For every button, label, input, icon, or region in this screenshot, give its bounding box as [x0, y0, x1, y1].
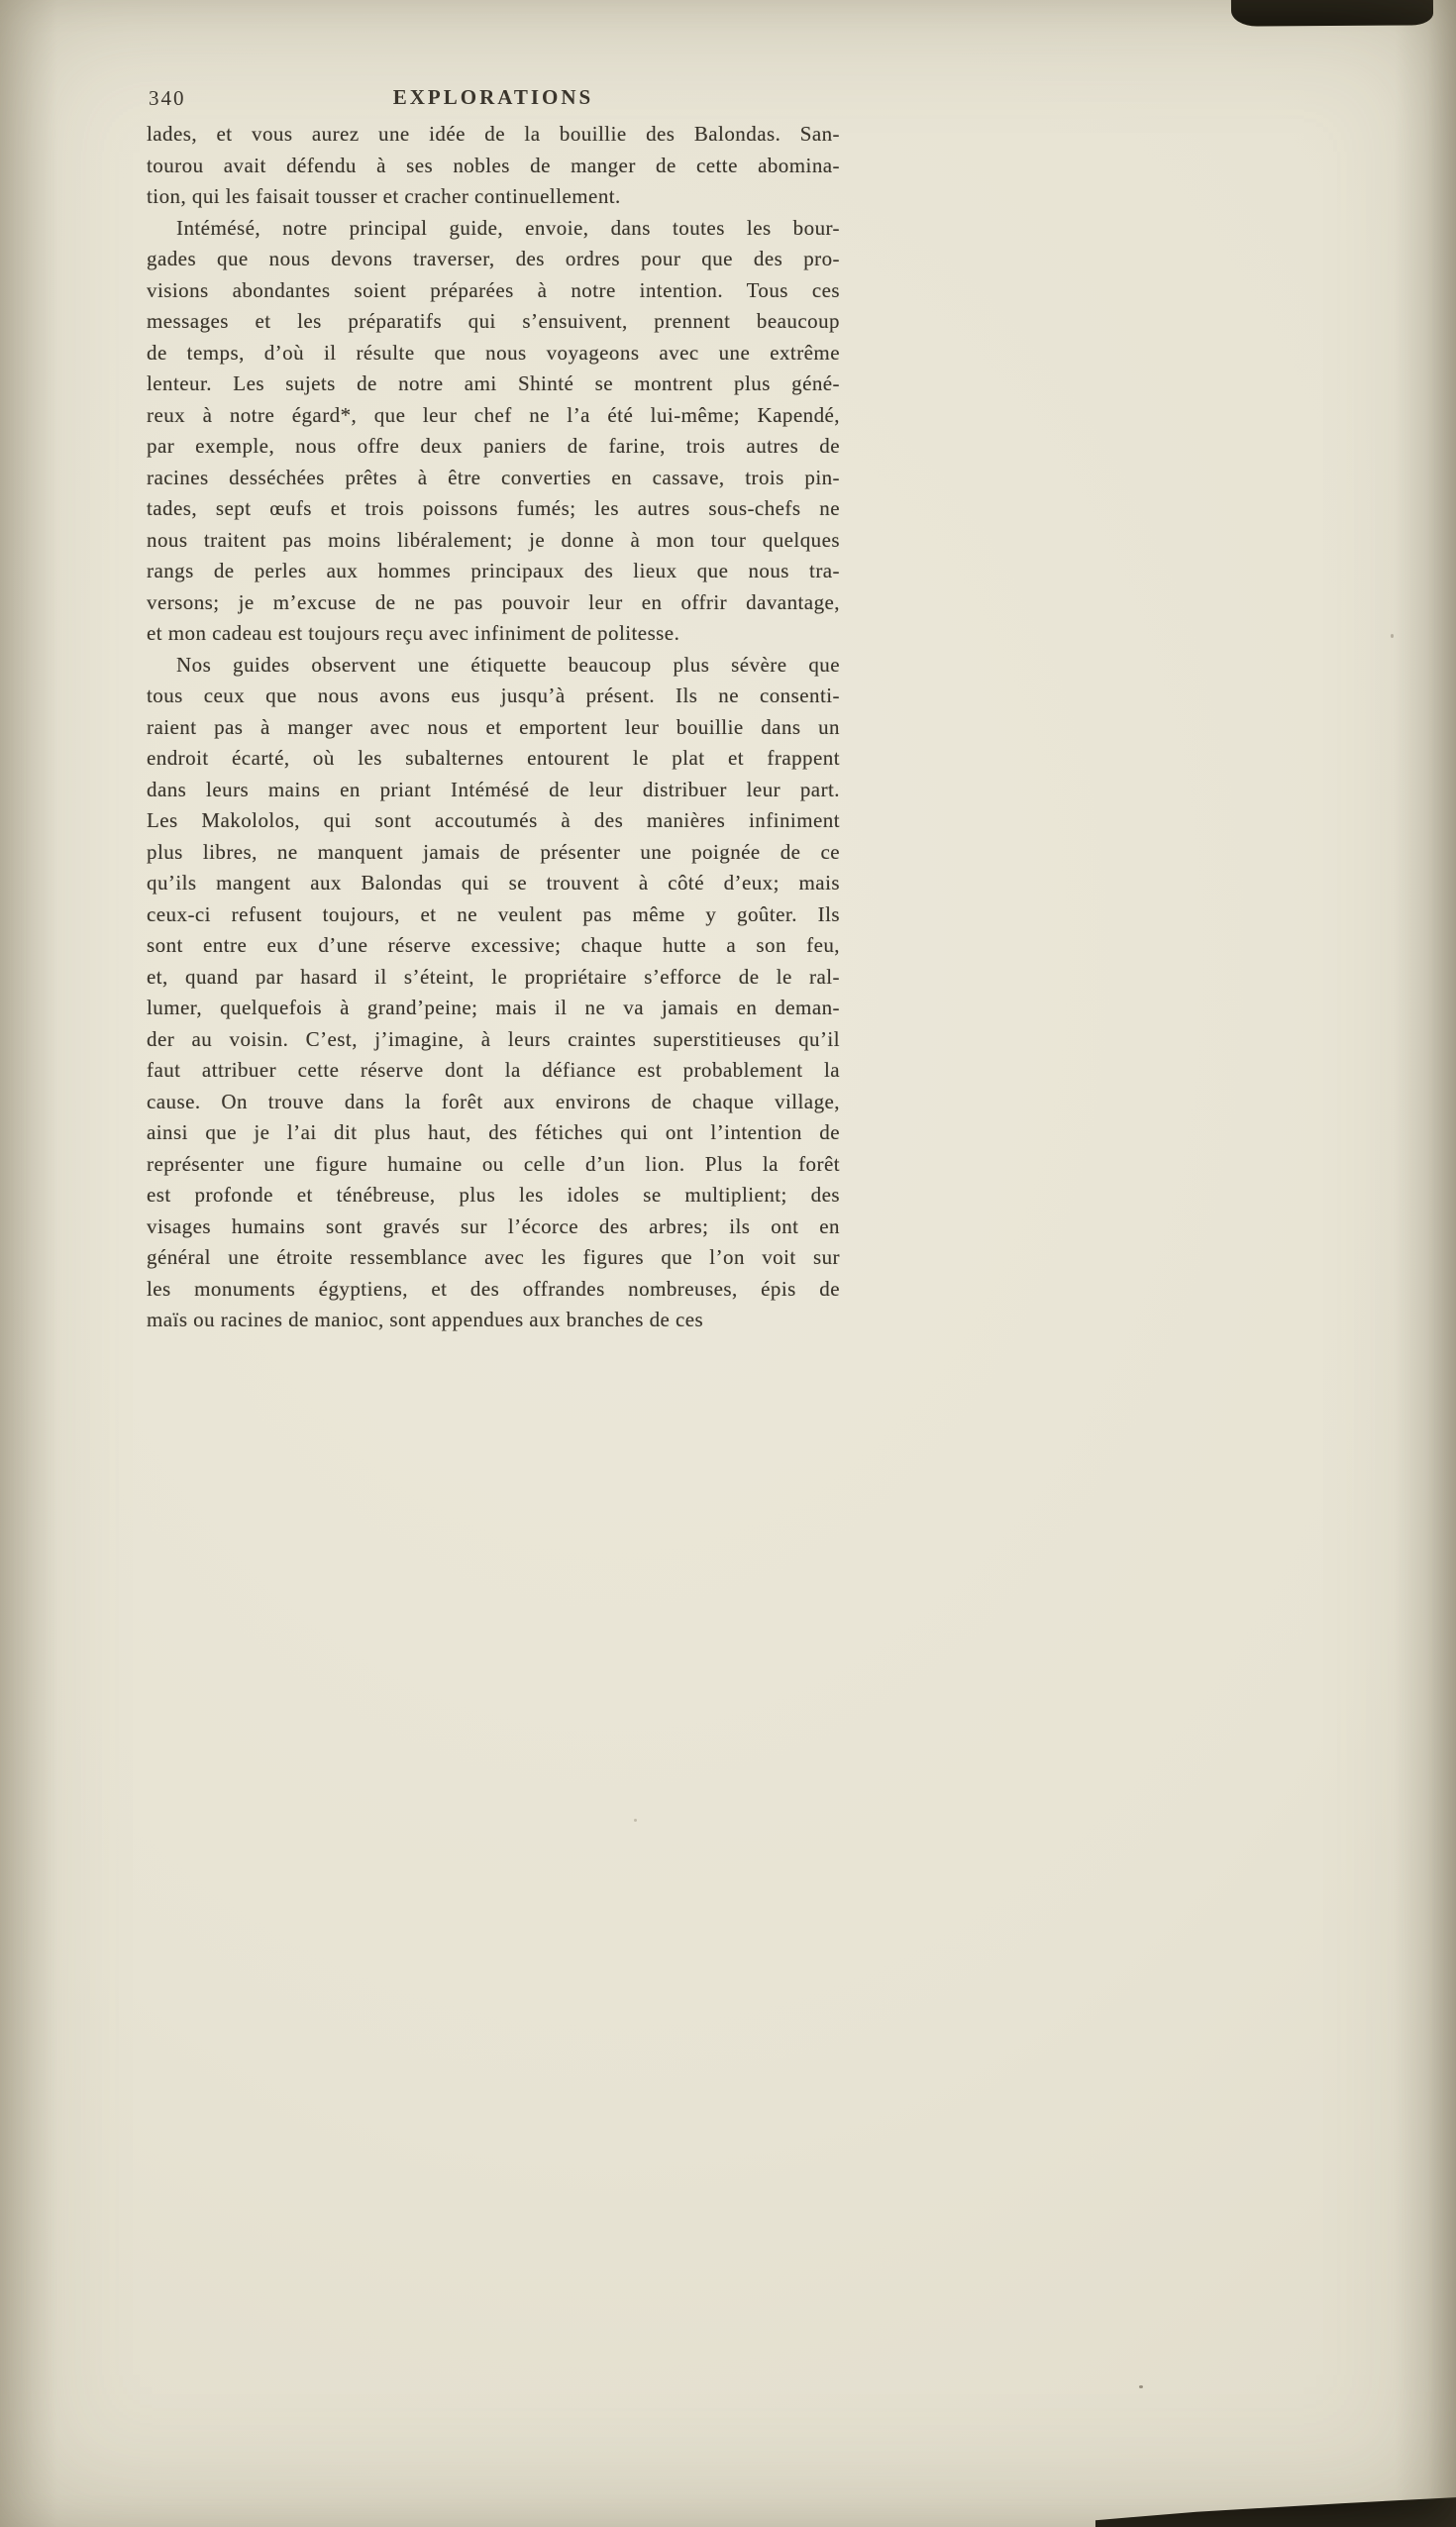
text-line: rangs de perles aux hommes principaux des lieux que nous tra- [147, 559, 840, 582]
left-edge-shade [0, 0, 57, 2527]
page-number: 340 [149, 86, 186, 110]
text-line: versons; je m’excuse de ne pas pouvoir leur en offrir davantage, [147, 589, 840, 614]
text-line: raient pas à manger avec nous et emportent leur bouillie dans un [147, 714, 840, 739]
text-line: tourou avait défendu à ses nobles de manger de cette abomina- [147, 153, 840, 177]
text-line: faut attribuer cette réserve dont la défiance est probablement la [147, 1058, 840, 1082]
text-line: nous traitent pas moins libéralement; je donne à mon tour quelques [147, 527, 840, 552]
text-line: ainsi que je l’ai dit plus haut, des fétiches qui ont l’intention de [147, 1120, 840, 1144]
text-line: visions abondantes soient préparées à notre intention. Tous ces [147, 277, 840, 302]
text-line: dans leurs mains en priant Intémésé de leur distribuer leur part. [147, 777, 840, 801]
body-text [147, 119, 840, 1336]
page-header [147, 85, 840, 113]
text-line: général une étroite ressemblance avec les figures que l’on voit sur [147, 1245, 840, 1269]
text-line: est profonde et ténébreuse, plus les idoles se multiplient; des [147, 1183, 840, 1207]
right-edge-shade [1395, 0, 1456, 2527]
text-line: sont entre eux d’une réserve excessive; chaque hutte a son feu, [147, 933, 840, 957]
text-line: lenteur. Les sujets de notre ami Shinté se montrent plus géné- [147, 371, 840, 395]
text-line: par exemple, nous offre deux paniers de farine, trois autres de [147, 434, 840, 458]
text-line: visages humains sont gravés sur l’écorce des arbres; ils ont en [147, 1213, 840, 1238]
paragraph [147, 213, 840, 650]
text-line: plus libres, ne manquent jamais de présenter une poignée de ce [147, 839, 840, 864]
text-line: tades, sept œufs et trois poissons fumés; les autres sous-chefs ne [147, 496, 840, 520]
paper-speck [1391, 634, 1394, 638]
text-line: Les Makololos, qui sont accoutumés à des manières infiniment [147, 808, 840, 832]
text-line: ceux-ci refusent toujours, et ne veulent pas même y goûter. Ils [147, 901, 840, 926]
paragraph [147, 119, 840, 213]
text-line: messages et les préparatifs qui s’ensuivent, prennent beaucoup [147, 309, 840, 333]
text-line: racines desséchées prêtes à être converties en cassave, trois pin- [147, 465, 840, 489]
scan-artifact-top-right [1231, 0, 1433, 27]
text-line: lumer, quelquefois à grand’peine; mais il ne va jamais en deman- [147, 996, 840, 1019]
paper-speck [634, 1819, 637, 1822]
text-line: lades, et vous aurez une idée de la bouillie des Balondas. San- [147, 122, 840, 146]
text-line: reux à notre égard*, que leur chef ne l’a été lui-même; Kapendé, [147, 402, 840, 427]
text-line: tion, qui les faisait tousser et cracher continuellement. [147, 184, 621, 208]
text-line: gades que nous devons traverser, des ordres pour que des pro- [147, 247, 840, 270]
text-line: représenter une figure humaine ou celle d’un lion. Plus la forêt [147, 1151, 840, 1176]
text-line: tous ceux que nous avons eus jusqu’à présent. Ils ne consenti- [147, 684, 840, 707]
text-line: maïs ou racines de manioc, sont appendues aux branches de ces [147, 1308, 704, 1331]
paper-speck [1139, 2385, 1143, 2388]
text-line: Intémésé, notre principal guide, envoie, dans toutes les bour- [176, 215, 840, 240]
text-line: les monuments égyptiens, et des offrandes nombreuses, épis de [147, 1276, 840, 1301]
paragraph [147, 650, 840, 1336]
text-line: endroit écarté, où les subalternes entourent le plat et frappent [147, 746, 840, 770]
text-line: qu’ils mangent aux Balondas qui se trouvent à côté d’eux; mais [147, 871, 840, 895]
text-line: Nos guides observent une étiquette beaucoup plus sévère que [176, 652, 840, 677]
text-line: et mon cadeau est toujours reçu avec infiniment de politesse. [147, 621, 680, 645]
text-line: et, quand par hasard il s’éteint, le propriétaire s’efforce de le ral- [147, 964, 840, 989]
text-line: der au voisin. C’est, j’imagine, à leurs craintes superstitieuses qu’il [147, 1026, 840, 1051]
text-block [147, 85, 840, 1336]
text-line: de temps, d’où il résulte que nous voyageons avec une extrême [147, 340, 840, 365]
running-title: EXPLORATIONS [392, 85, 594, 109]
text-line: cause. On trouve dans la forêt aux environs de chaque village, [147, 1089, 840, 1113]
